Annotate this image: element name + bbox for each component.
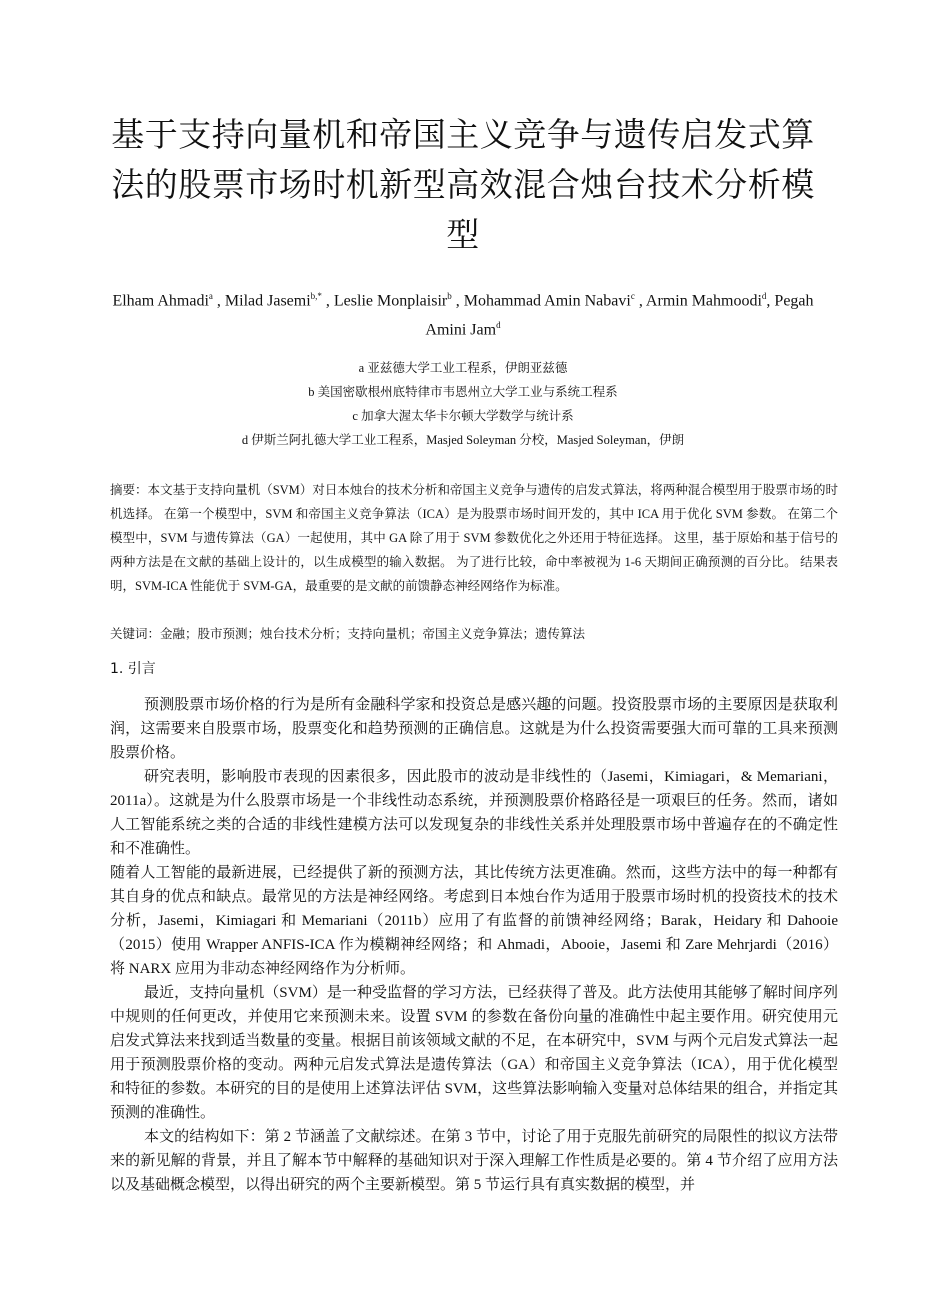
author-name: Elham Ahmadi [112, 292, 209, 310]
author-affiliation-mark: d [496, 320, 501, 331]
title-line-3: 型 [446, 215, 480, 254]
affiliation-d: d 伊斯兰阿扎德大学工业工程系，Masjed Soleyman 分校，Masjed Soleyman，伊朗 [241, 433, 685, 447]
paragraph: 随着人工智能的最新进展，已经提供了新的预测方法，其比传统方法更准确。然而，这些方法中的每一种都有其自身的优点和缺点。最常见的方法是神经网络。考虑到日本烛台作为适用于股票市场时机的投资技术的技术分析，Jasemi，Kimiagari 和 Memariani（2011b）应用了有监督的前馈神经网络；Barak，Heidary 和 Dahooie（2015）使用 Wrapper ANFIS-ICA 作为模糊神经网络；和 Ahmadi，Abooie，Jasemi 和 Zare Mehrjardi（2016）将 NARX 应用为非动态神经网络作为分析师。 [110, 865, 838, 977]
paper-title [100, 110, 826, 260]
section-heading-introduction: 1. 引言 [110, 661, 156, 677]
author-name: , Leslie Monplaisir [325, 292, 448, 310]
abstract: 摘要：本文基于支持向量机（SVM）对日本烛台的技术分析和帝国主义竞争与遗传的启发式算法，将两种混合模型用于股票市场的时机选择。 在第一个模型中，SVM 和帝国主义竞争算法（ICA）是为股票市场时间开发的，其中 ICA 用于优化 SVM 参数。 在第二个模型中，SVM 与遗传算法（GA）一起使用，其中 GA 除了用于 SVM 参数优化之外还用于特征选择。 这里，基于原始和基于信号的两种方法是在文献的基础上设计的，以生成模型的输入数据。 为了进行比较，命中率被视为 1-6 天期间正确预测的百分比。 结果表明，SVM-ICA 性能优于 SVM-GA，最重要的是文献的前馈静态神经网络作为标准。 [110, 483, 838, 593]
title-line-1: 基于支持向量机和帝国主义竞争与遗传启发式算 [111, 115, 815, 154]
introduction-body [110, 693, 838, 1197]
author-affiliation-mark: c [630, 291, 635, 301]
author-list [110, 284, 816, 343]
affiliation-a: a 亚兹德大学工业工程系，伊朗亚兹德 [358, 361, 568, 375]
paragraph: 最近，支持向量机（SVM）是一种受监督的学习方法，已经获得了普及。此方法使用其能够了解时间序列中规则的任何更改，并使用它来预测未来。设置 SVM 的参数在备份向量的准确性中起主要作用。研究使用元启发式算法来找到适当数量的变量。根据目前该领域文献的不足，在本研究中，SVM 与两个元启发式算法一起用于预测股票价格的变动。两种元启发式算法是遗传算法（GA）和帝国主义竞争算法（ICA），用于优化模型和特征的参数。本研究的目的是使用上述算法评估 SVM，这些算法影响输入变量对总体结果的组合，并指定其预测的准确性。 [110, 985, 838, 1121]
author-name: , Milad Jasemi [216, 292, 311, 310]
paragraph: 本文的结构如下：第 2 节涵盖了文献综述。在第 3 节中，讨论了用于克服先前研究的局限性的拟议方法带来的新见解的背景，并且了解本节中解释的基础知识对于深入理解工作性质是必要的。第 4 节介绍了应用方法以及基础概念模型，以得出研究的两个主要新模型。第 5 节运行具有真实数据的模型，并 [110, 1129, 838, 1193]
affiliation-b: b 美国密歇根州底特律市韦恩州立大学工业与系统工程系 [308, 385, 618, 399]
author-name: , Pegah Amini Jam [425, 292, 814, 339]
affiliation-list [110, 356, 816, 452]
author-affiliation-mark: b,* [310, 291, 322, 301]
title-line-2: 法的股票市场时机新型高效混合烛台技术分析模 [111, 165, 815, 204]
keywords: 关键词：金融；股市预测；烛台技术分析；支持向量机；帝国主义竞争算法；遗传算法 [110, 627, 586, 641]
author-name: , Armin Mahmoodi [638, 292, 762, 310]
author-name: , Mohammad Amin Nabavi [455, 292, 631, 310]
paragraph: 研究表明，影响股市表现的因素很多，因此股市的波动是非线性的（Jasemi，Kimiagari，& Memariani，2011a）。这就是为什么股票市场是一个非线性动态系统，并预测股票价格路径是一项艰巨的任务。然而，诸如人工智能系统之类的合适的非线性建模方法可以发现复杂的非线性关系并处理股票市场中普遍存在的不确定性和不准确性。 [110, 769, 838, 857]
affiliation-c: c 加拿大渥太华卡尔顿大学数学与统计系 [352, 409, 574, 423]
author-affiliation-mark: d [761, 291, 767, 301]
author-affiliation-mark: b [447, 291, 452, 301]
author-affiliation-mark: a [208, 291, 213, 301]
paragraph: 预测股票市场价格的行为是所有金融科学家和投资总是感兴趣的问题。投资股票市场的主要原因是获取利润，这需要来自股票市场，股票变化和趋势预测的正确信息。这就是为什么投资需要强大而可靠的工具来预测股票价格。 [110, 697, 838, 761]
